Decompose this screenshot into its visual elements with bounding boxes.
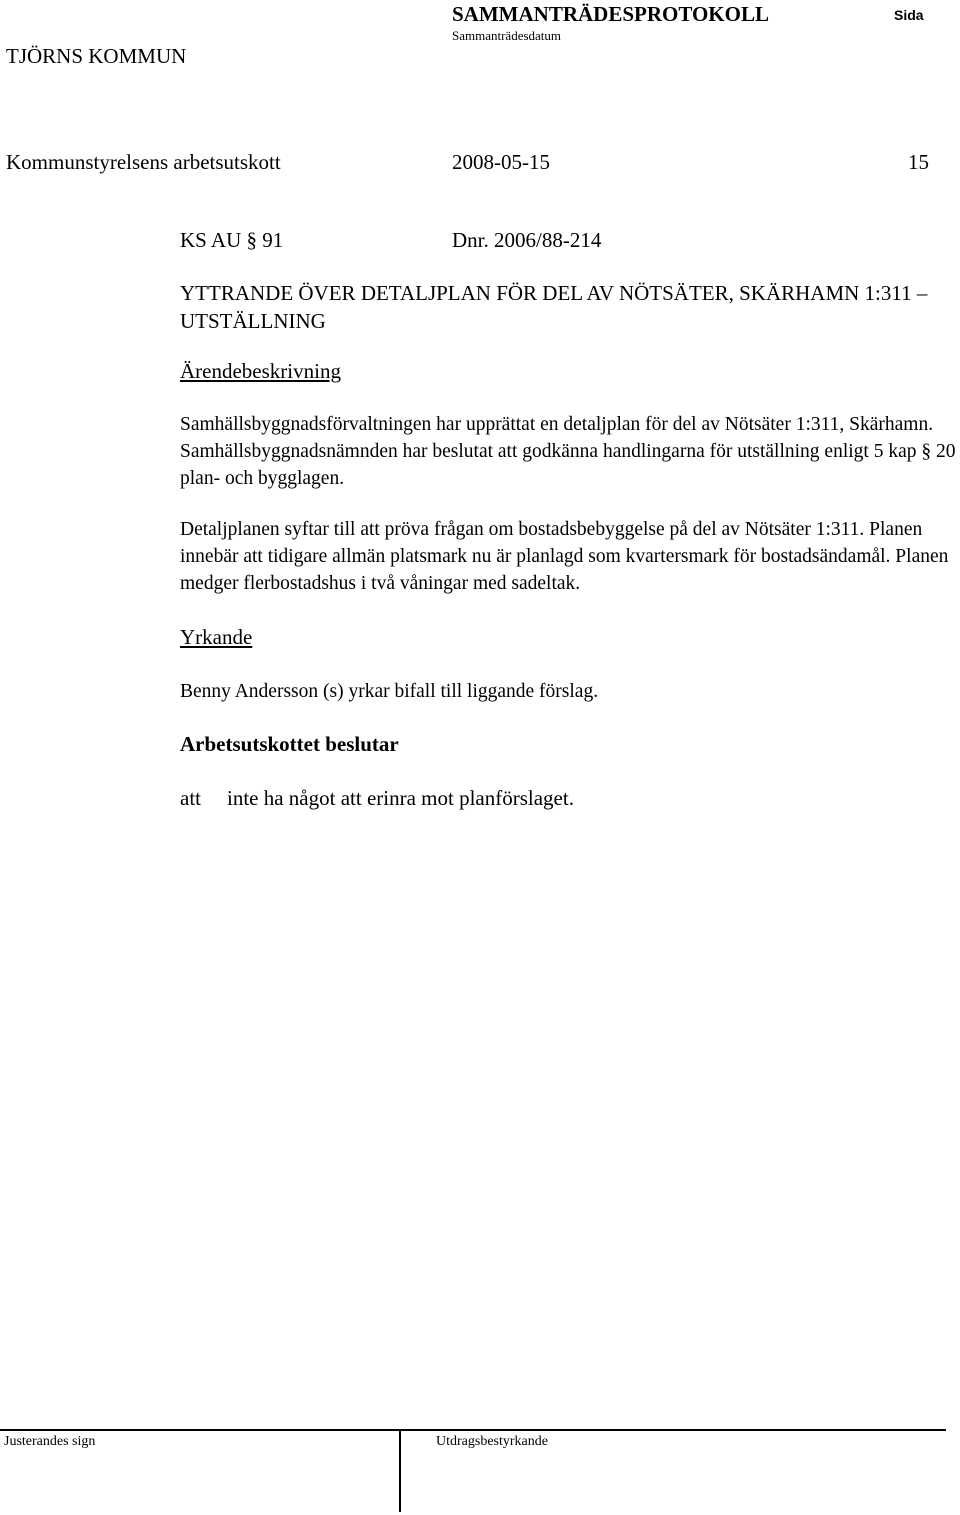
claim-heading: Yrkande <box>180 625 253 649</box>
decision-att: att <box>180 786 201 810</box>
signature-label: Justerandes sign <box>4 1434 96 1449</box>
meeting-date: 2008-05-15 <box>452 150 550 174</box>
decision-text: inte ha något att erinra mot planförslaget. <box>227 786 574 810</box>
page-number: 15 <box>908 150 929 174</box>
protocol-title: SAMMANTRÄDESPROTOKOLL <box>452 2 769 26</box>
claim-text: Benny Andersson (s) yrkar bifall till liggande förslag. <box>180 681 599 702</box>
footer-divider <box>0 1429 946 1431</box>
description-heading: Ärendebeskrivning <box>180 359 341 383</box>
meeting-body: Kommunstyrelsens arbetsutskott <box>6 150 281 174</box>
case-dnr: Dnr. 2006/88-214 <box>452 228 602 252</box>
case-id: KS AU § 91 <box>180 228 284 252</box>
decision-heading: Arbetsutskottet beslutar <box>180 732 399 756</box>
case-title: YTTRANDE ÖVER DETALJPLAN FÖR DEL AV NÖTSÄTER, SKÄRHAMN 1:311 – UTSTÄLLNING <box>180 281 928 333</box>
description-paragraph-1: Samhällsbyggnadsförvaltningen har upprättat en detaljplan för del av Nötsäter 1:311, Skärhamn. Samhällsbyggnadsnämnden har beslutat att godkänna handlingarna för utställning enligt 5 kap § 20 plan- och bygglagen. <box>180 414 956 489</box>
page-label: Sida <box>894 7 924 23</box>
footer-vertical-divider <box>399 1430 401 1512</box>
meeting-date-label: Sammanträdesdatum <box>452 28 562 43</box>
description-paragraph-2: Detaljplanen syftar till att pröva frågan om bostadsbebyggelse på del av Nötsäter 1:311. Planen innebär att tidigare allmän platsmark nu är planlagd som kvartersmark för bostadsändamål. Planen medger flerbostadshus i två våningar med sadeltak. <box>180 519 949 594</box>
extract-certification-label: Utdragsbestyrkande <box>436 1434 548 1449</box>
organization-name: TJÖRNS KOMMUN <box>6 44 187 68</box>
